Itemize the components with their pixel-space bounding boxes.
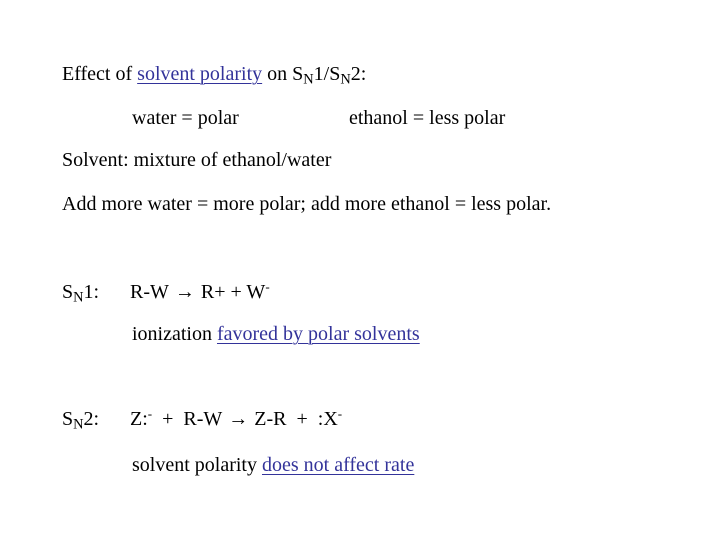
sn1-note-underlined: favored by polar solvents (216, 323, 420, 345)
sn2-label (62, 408, 100, 433)
sn2-substrate: + R-W (152, 408, 223, 430)
sn1-note-plain: ionization (132, 323, 217, 345)
sn1-label-subscript: N (73, 289, 84, 306)
right-arrow-icon: → (228, 408, 249, 430)
title-suffix: 2: (350, 63, 367, 85)
title-subscript-2: N (340, 71, 351, 88)
sn2-nucleophile-charge: - (147, 405, 153, 421)
sn2-note-plain: solvent polarity (132, 454, 262, 476)
sn1-charge: - (265, 278, 270, 294)
sn1-label-rest: 1: (83, 281, 100, 303)
sn2-note-underlined: does not affect rate (261, 454, 415, 476)
title-mid-2: 1/S (313, 63, 341, 85)
sn2-label-s: S (62, 408, 74, 430)
sn2-note (132, 455, 414, 475)
ethanol-definition: ethanol = less polar (349, 107, 506, 129)
solvent-line: Solvent: mixture of ethanol/water (62, 149, 332, 171)
sn2-label-subscript: N (73, 416, 84, 433)
sn1-products: R+ + W (200, 281, 266, 303)
title-mid: on S (262, 63, 304, 85)
sn1-equation (130, 278, 270, 303)
sn2-nucleophile: Z: (130, 408, 148, 430)
sn1-reactant: R-W (130, 281, 169, 303)
sn2-leaving-group-charge: - (337, 405, 343, 421)
page-title (62, 63, 367, 88)
title-prefix: Effect of (62, 63, 138, 85)
title-subscript-1: N (303, 71, 314, 88)
sn1-label (62, 281, 100, 306)
right-arrow-icon: → (174, 281, 195, 303)
title-underlined: solvent polarity (137, 63, 263, 85)
sn2-products: Z-R + :X (254, 408, 338, 430)
add-line: Add more water = more polar; add more ethanol = less polar. (62, 193, 552, 215)
sn2-equation (130, 405, 343, 430)
sn1-note (132, 324, 420, 344)
water-definition: water = polar (132, 107, 239, 129)
sn1-label-s: S (62, 281, 74, 303)
sn2-label-rest: 2: (83, 408, 100, 430)
